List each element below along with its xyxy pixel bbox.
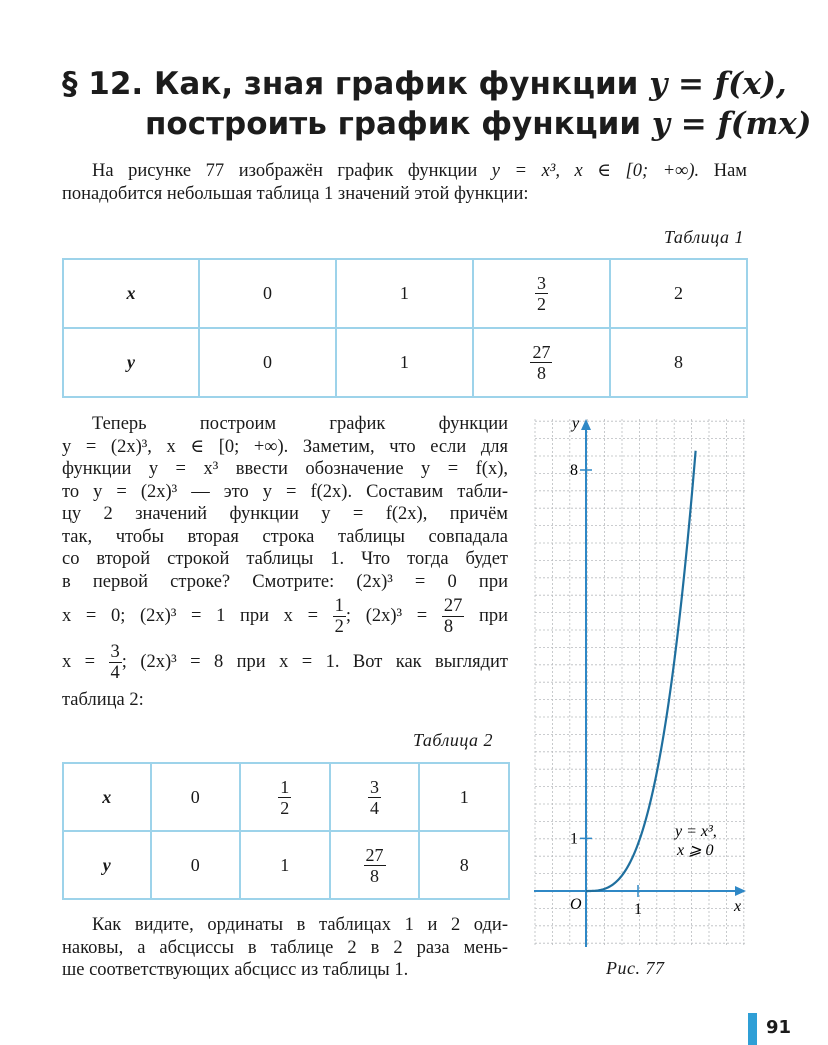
- table1-cell: 2: [610, 259, 747, 328]
- p2-line-fraction: x = $\frac{3}{4}$ ; (2x)³ = 8 при x = 1. Вот как выглядит: [62, 642, 509, 684]
- fraction-3-2: $\frac{3}{2}$: [536, 273, 546, 314]
- intro-line-2: понадобится небольшая таблица 1 значений этой функции:: [62, 183, 529, 204]
- page-marker-bar: [748, 1013, 757, 1045]
- table2-y-label: y: [63, 831, 151, 899]
- table1-x-label: x: [63, 259, 199, 328]
- table1-cell: 1: [336, 328, 473, 397]
- section-number: § 12.: [62, 66, 144, 102]
- section-heading-line-2: [145, 104, 811, 144]
- figure-caption: Рис. 77: [606, 958, 665, 978]
- fraction-3-4: $\frac{3}{4}$: [370, 776, 380, 818]
- y-axis-arrow: [581, 419, 591, 430]
- fraction-1-2: $\frac{1}{2}$: [280, 776, 290, 818]
- paragraph-2: [62, 413, 508, 712]
- table1-cell: 0: [199, 259, 336, 328]
- page-number: 91: [766, 1017, 792, 1038]
- table1-caption: Таблица 1: [663, 227, 744, 247]
- p2-line: в первой строке? Смотрите: (2x)³ = 0 при: [62, 571, 508, 592]
- p2-line: цу 2 значений функции y = f(2x), причём: [62, 504, 508, 524]
- intro-line-1: На рисунке 77 изображён график функции y = x³, x ∈ [0; +∞). Нам: [92, 161, 747, 181]
- curve-label-line-2: x ⩾ 0: [677, 842, 714, 859]
- conclusion-line: Как видите, ординаты в таблицах 1 и 2 оди-: [92, 915, 508, 935]
- conclusion-line: наковы, а абсциссы в таблице 2 в 2 раза мень-: [62, 937, 508, 958]
- section-heading: [62, 64, 787, 104]
- p2-line-fractions: x = 0; (2x)³ = 1 при x = $\frac{1}{2}$ ; (2x)³ = $\frac{27}{8}$ при: [62, 596, 509, 638]
- curve-label-line-1: y = x³,: [675, 823, 717, 840]
- y-tick-8-label: 8: [570, 462, 578, 479]
- p2-line: функции y = x³ ввести обозначение y = f(x),: [62, 459, 508, 479]
- table1-cell: [473, 328, 610, 397]
- heading-formula-2: y = f(mx): [651, 106, 812, 142]
- conclusion-line: ше соответствующих абсцисс из таблицы 1.: [62, 960, 409, 980]
- table2-cell: 8: [419, 831, 509, 899]
- p2-line: то y = (2x)³ — это y = f(2x). Составим табли-: [62, 481, 508, 502]
- p2-line: таблица 2:: [62, 690, 144, 710]
- p2-line: y = (2x)³, x ∈ [0; +∞). Заметим, что если для: [62, 436, 508, 457]
- origin-label: O: [570, 896, 582, 913]
- table2-cell: 1: [240, 831, 330, 899]
- fraction-27-8: $\frac{27}{8}$: [532, 342, 551, 383]
- table2-caption: Таблица 2: [413, 730, 494, 750]
- table2-cell: [330, 763, 420, 831]
- table2-x-label: x: [63, 763, 151, 831]
- table-2: [62, 762, 510, 900]
- heading-line-2: построить график функции: [145, 106, 642, 142]
- table1-cell: 0: [199, 328, 336, 397]
- p2-line: со второй строкой таблицы 1. Что тогда будет: [62, 549, 508, 569]
- conclusion-paragraph: [62, 914, 508, 982]
- heading-formula-1: y = f(x),: [649, 66, 787, 102]
- y-axis-label: y: [572, 415, 580, 432]
- p2-line: так, чтобы вторая строка таблицы совпадала: [62, 526, 508, 547]
- graph-grid: [535, 419, 746, 945]
- figure-77-graph: [534, 415, 748, 947]
- table1-cell: 8: [610, 328, 747, 397]
- fraction-27-8: $\frac{27}{8}$: [365, 844, 384, 886]
- x-axis-arrow: [735, 886, 746, 896]
- table1-y-label: y: [63, 328, 199, 397]
- heading-line-1: Как, зная график функции: [154, 66, 639, 102]
- table1-cell: [473, 259, 610, 328]
- table-1: [62, 258, 748, 398]
- graph-axes: [534, 419, 746, 947]
- table2-cell: [330, 831, 420, 899]
- table2-cell: [240, 763, 330, 831]
- table2-cell: 0: [151, 831, 240, 899]
- intro-paragraph: [62, 160, 747, 205]
- x-axis-label: x: [734, 898, 742, 915]
- x-tick-1-label: 1: [634, 901, 642, 918]
- p2-line: Теперь построим график функции: [92, 414, 508, 434]
- table2-cell: 1: [419, 763, 509, 831]
- y-tick-1-label: 1: [570, 830, 578, 848]
- table1-cell: 1: [336, 259, 473, 328]
- table2-cell: 0: [151, 763, 240, 831]
